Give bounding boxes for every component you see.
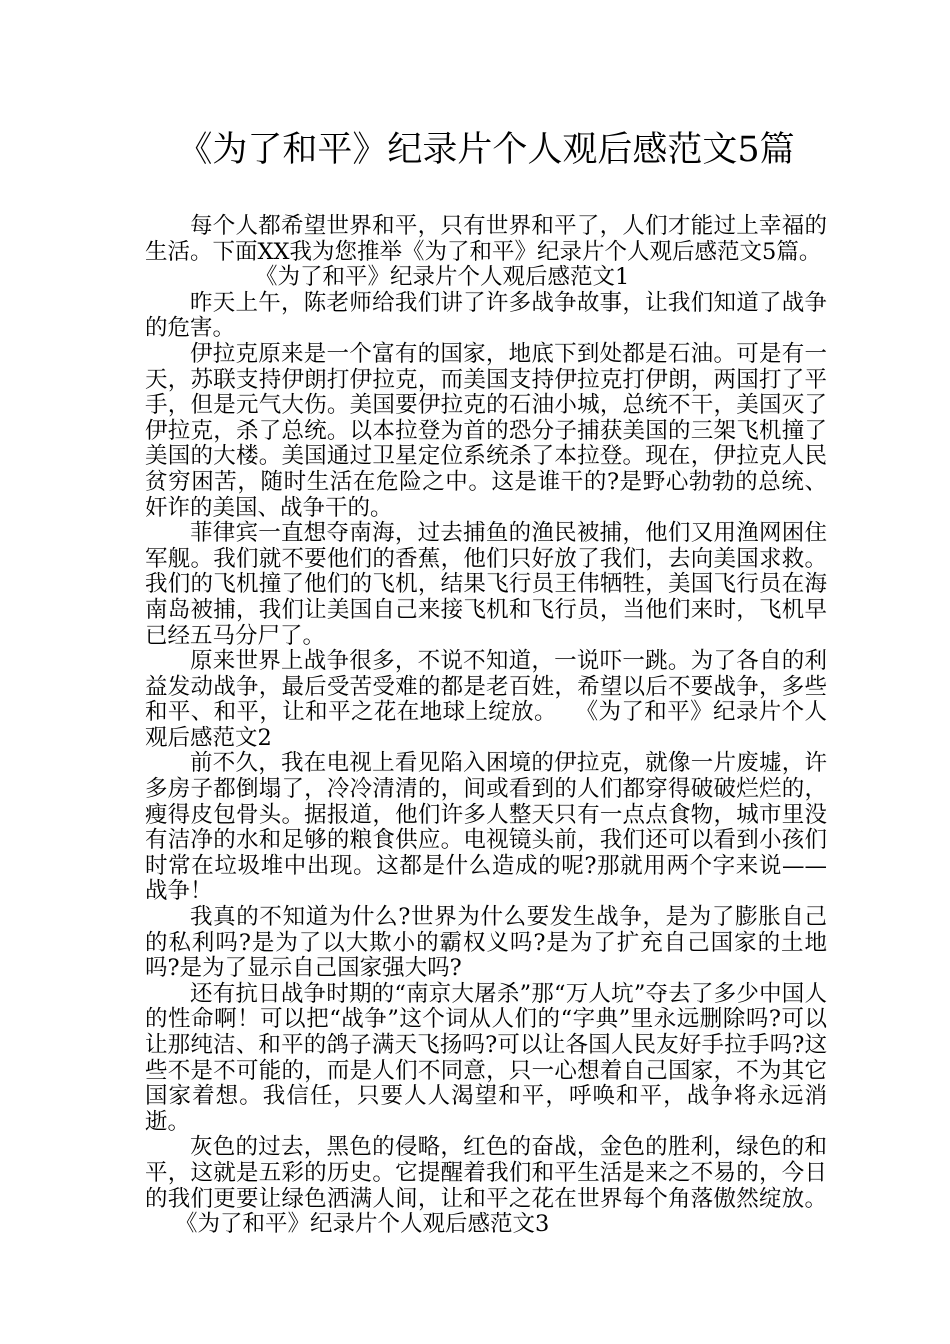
paragraph-1: 昨天上午，陈老师给我们讲了许多战争故事，让我们知道了战争的危害。 — [145, 289, 827, 342]
document-title: 《为了和平》纪录片个人观后感范文5篇 — [177, 130, 795, 170]
paragraph-8-text: 灰色的过去，黑色的侵略，红色的奋战，金色的胜利，绿色的和平，这就是五彩的历史。它提醒着我们和平生活是来之不易的，今日的我们更要让绿色洒满人间，让和平之花在世界每个角落傲然绽放。 — [145, 1134, 827, 1212]
paragraph-8 — [145, 1135, 827, 1237]
paragraph-7: 还有抗日战争时期的“南京大屠杀”那“万人坑”夺去了多少中国人的性命啊！可以把“战争”这个词从人们的“字典”里永远删除吗?可以让那纯洁、和平的鸽子满天飞扬吗?可以让各国人民友好手拉手吗?这些不是不可能的，而是人们不同意，只一心想着自己国家，不为其它国家着想。我信任，只要人人渴望和平，呼唤和平，战争将永远消逝。 — [145, 980, 827, 1135]
paragraph-4 — [145, 649, 827, 751]
paragraph-6: 我真的不知道为什么?世界为什么要发生战争，是为了膨胀自己的私利吗?是为了以大欺小的霸权义吗?是为了扩充自己国家的土地吗?是为了显示自己国家强大吗? — [145, 904, 827, 982]
section-heading-3: 《为了和平》纪录片个人观后感范文3 — [175, 1211, 550, 1238]
paragraph-3: 菲律宾一直想夺南海，过去捕鱼的渔民被捕，他们又用渔网困住军舰。我们就不要他们的香蕉，他们只好放了我们，去向美国求救。我们的飞机撞了他们的飞机，结果飞行员王伟牺牲，美国飞行员在海南岛被捕，我们让美国自己来接飞机和飞行员，当他们来时，飞机早已经五马分尸了。 — [145, 520, 827, 649]
section-heading-1: 《为了和平》纪录片个人观后感范文1 — [255, 264, 630, 291]
document-page — [145, 128, 827, 1238]
intro-paragraph: 每个人都希望世界和平，只有世界和平了，人们才能过上幸福的生活。下面XX我为您推举《为了和平》纪录片个人观后感范文5篇。 — [145, 213, 827, 265]
paragraph-4-text: 原来世界上战争很多，不说不知道，一说吓一跳。为了各自的利益发动战争，最后受苦受难的都是老百姓，希望以后不要战争，多些和平、和平，让和平之花在地球上绽放。 — [145, 648, 827, 726]
document-body — [145, 214, 827, 1238]
section-heading-2: 《为了和平》纪录片个人观后感范文2 — [145, 699, 827, 751]
paragraph-2: 伊拉克原来是一个富有的国家，地底下到处都是石油。可是有一天，苏联支持伊朗打伊拉克，而美国支持伊拉克打伊朗，两国打了平手，但是元气大伤。美国要伊拉克的石油小城，总统不干，美国灭了伊拉克，杀了总统。以本拉登为首的恐分子捕获美国的三架飞机撞了美国的大楼。美国通过卫星定位系统杀了本拉登。现在，伊拉克人民贫穷困苦，随时生活在危险之中。这是谁干的?是野心勃勃的总统、奸诈的美国、战争干的。 — [145, 340, 827, 521]
paragraph-5: 前不久，我在电视上看见陷入困境的伊拉克，就像一片废墟，许多房子都倒塌了，冷冷清清的，间或看到的人们都穿得破破烂烂的，瘦得皮包骨头。据报道，他们许多人整天只有一点点食物，城市里没有洁净的水和足够的粮食供应。电视镜头前，我们还可以看到小孩们时常在垃圾堆中出现。这都是什么造成的呢?那就用两个字来说——战争！ — [145, 750, 827, 905]
